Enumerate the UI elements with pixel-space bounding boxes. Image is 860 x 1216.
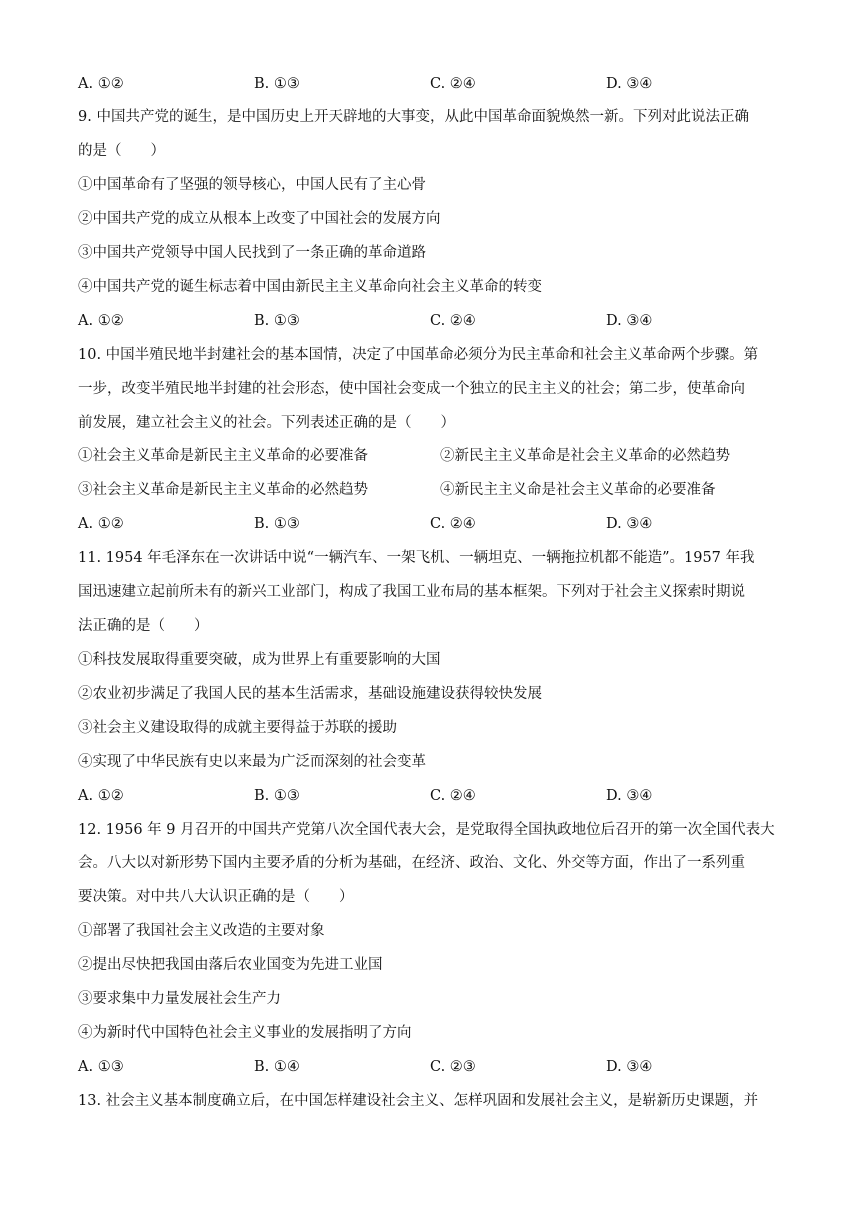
q12-stem-line-3: 要决策。对中共八大认识正确的是（ ） (78, 889, 354, 905)
q13-stem-line-1: 13. 社会主义基本制度确立后，在中国怎样建设社会主义、怎样巩固和发展社会主义，是崭新历史课题，并 (78, 1093, 759, 1109)
q11-option-c: C. ②④ (430, 788, 476, 804)
q12-stem-line-1: 12. 1956 年 9 月召开的中国共产党第八次全国代表大会，是党取得全国执政地位后召开的第一次全国代表大 (78, 822, 775, 838)
q9-option-d: D. ③④ (606, 313, 653, 329)
q12-option-c: C. ②③ (430, 1059, 476, 1075)
q9-option-b: B. ①③ (254, 313, 300, 329)
q8-options (78, 74, 778, 94)
q9-stem-line-1: 9. 中国共产党的诞生，是中国历史上开天辟地的大事变，从此中国革命面貌焕然一新。下列对此说法正确 (78, 109, 749, 125)
q10-item-3: ③社会主义革命是新民主主义革命的必然趋势 (78, 482, 368, 498)
q12-item-2: ②提出尽快把我国由落后农业国变为先进工业国 (78, 957, 383, 973)
q10-stem-line-1: 10. 中国半殖民地半封建社会的基本国情，决定了中国革命必须分为民主革命和社会主义革命两个步骤。第 (78, 347, 759, 363)
q10-option-d: D. ③④ (606, 516, 653, 532)
q11-stem-line-3: 法正确的是（ ） (78, 618, 209, 634)
q9-option-c: C. ②④ (430, 313, 476, 329)
q12-option-d: D. ③④ (606, 1059, 653, 1075)
q9-item-4: ④中国共产党的诞生标志着中国由新民主主义革命向社会主义革命的转变 (78, 279, 542, 295)
q9-stem-line-2: 的是（ ） (78, 143, 165, 159)
q11-stem-line-2: 国迅速建立起前所未有的新兴工业部门，构成了我国工业布局的基本框架。下列对于社会主义探索时期说 (78, 584, 745, 600)
q10-item-2: ②新民主主义革命是社会主义革命的必然趋势 (440, 448, 730, 464)
q9-item-2: ②中国共产党的成立从根本上改变了中国社会的发展方向 (78, 211, 441, 227)
q12-options (78, 1057, 778, 1077)
q8-option-b: B. ①③ (254, 76, 300, 92)
q11-item-4: ④实现了中华民族有史以来最为广泛而深刻的社会变革 (78, 754, 426, 770)
q9-item-3: ③中国共产党领导中国人民找到了一条正确的革命道路 (78, 245, 426, 261)
q8-option-c: C. ②④ (430, 76, 476, 92)
q11-item-1: ①科技发展取得重要突破，成为世界上有重要影响的大国 (78, 652, 441, 668)
q10-option-c: C. ②④ (430, 516, 476, 532)
q11-item-3: ③社会主义建设取得的成就主要得益于苏联的援助 (78, 720, 397, 736)
q10-stem-line-2: 一步，改变半殖民地半封建的社会形态，使中国社会变成一个独立的民主主义的社会；第二步，使革命向 (78, 381, 745, 397)
q10-option-b: B. ①③ (254, 516, 300, 532)
q11-option-b: B. ①③ (254, 788, 300, 804)
q10-option-a: A. ①② (78, 516, 124, 532)
q11-option-a: A. ①② (78, 788, 124, 804)
q11-stem-line-1: 11. 1954 年毛泽东在一次讲话中说“一辆汽车、一架飞机、一辆坦克、一辆拖拉机都不能造”。1957 年我 (78, 550, 755, 566)
q10-item-1: ①社会主义革命是新民主主义革命的必要准备 (78, 448, 368, 464)
q12-item-3: ③要求集中力量发展社会生产力 (78, 991, 281, 1007)
q8-option-d: D. ③④ (606, 76, 653, 92)
q9-item-1: ①中国革命有了坚强的领导核心，中国人民有了主心骨 (78, 177, 426, 193)
q11-item-2: ②农业初步满足了我国人民的基本生活需求，基础设施建设获得较快发展 (78, 686, 542, 702)
q9-options (78, 311, 778, 331)
q12-stem-line-2: 会。八大以对新形势下国内主要矛盾的分析为基础，在经济、政治、文化、外交等方面，作出了一系列重 (78, 855, 745, 871)
q12-option-a: A. ①③ (78, 1059, 124, 1075)
q10-item-4: ④新民主主义命是社会主义革命的必要准备 (440, 482, 716, 498)
q9-option-a: A. ①② (78, 313, 124, 329)
q10-options (78, 514, 778, 534)
q11-options (78, 786, 778, 806)
q11-option-d: D. ③④ (606, 788, 653, 804)
q12-option-b: B. ①④ (254, 1059, 300, 1075)
q12-item-1: ①部署了我国社会主义改造的主要对象 (78, 923, 325, 939)
q10-stem-line-3: 前发展，建立社会主义的社会。下列表述正确的是（ ） (78, 415, 455, 431)
q8-option-a: A. ①② (78, 76, 124, 92)
q12-item-4: ④为新时代中国特色社会主义事业的发展指明了方向 (78, 1025, 412, 1041)
